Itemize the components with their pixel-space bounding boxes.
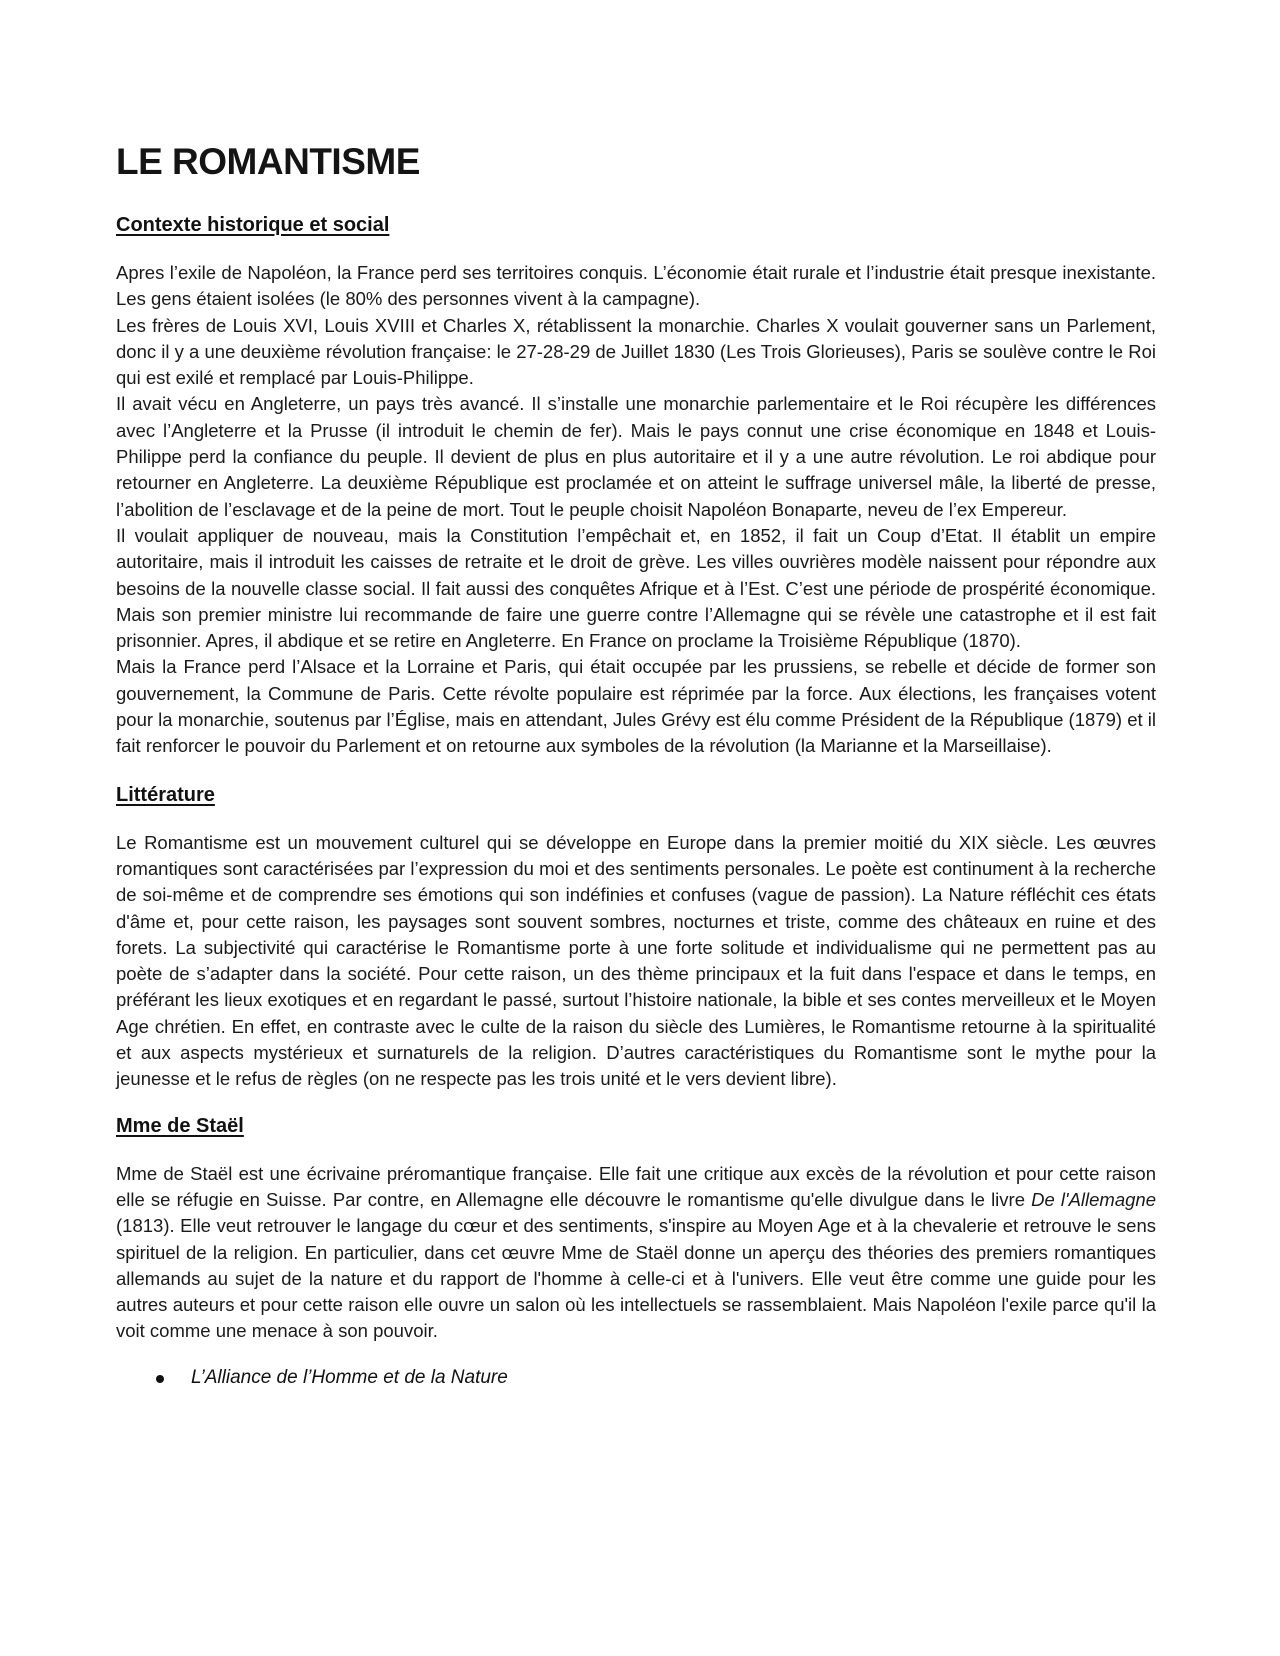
- paragraph: [116, 1161, 1156, 1345]
- document-page: [116, 138, 1156, 1391]
- paragraph-group: [116, 260, 1156, 760]
- paragraph: Mais la France perd l’Alsace et la Lorraine et Paris, qui était occupée par les prussiens, se rebelle et décide de former son gouvernement, la Commune de Paris. Cette révolte populaire est réprimée par la force. Aux élections, les françaises votent pour la monarchie, soutenus par l’Église, mais en attendant, Jules Grévy est élu comme Président de la République (1879) et il fait renforcer le pouvoir du Parlement et on retourne aux symboles de la révolution (la Marianne et la Marseillaise).: [116, 656, 1156, 757]
- book-title: De l'Allemagne: [1031, 1188, 1156, 1210]
- list-item-label: L’Alliance de l’Homme et de la Nature: [191, 1366, 508, 1388]
- paragraph-group: [116, 830, 1156, 1093]
- paragraph: Il avait vécu en Angleterre, un pays très avancé. Il s’installe une monarchie parlementaire et le Roi récupère les différences avec l’Angleterre et la Prusse (il introduit le chemin de fer). Mais le pays connut une crise économique en 1848 et Louis-Philippe perd la confiance du peuple. Il devient de plus en plus autoritaire et il y a une autre révolution. Le roi abdique pour retourner en Angleterre. La deuxième République est proclamée et on atteint le suffrage universel mâle, la liberté de presse, l’abolition de l’esclavage et de la peine de mort. Tout le peuple choisit Napoléon Bonaparte, neveu de l’ex Empereur.: [116, 393, 1156, 520]
- section-heading-stael: Mme de Staël: [116, 1114, 244, 1137]
- paragraph: Apres l’exile de Napoléon, la France perd ses territoires conquis. L’économie était rurale et l’industrie était presque inexistante. Les gens étaient isolées (le 80% des personnes vivent à la campagne).: [116, 262, 1156, 310]
- paragraph-text: (1813). Elle veut retrouver le langage du cœur et des sentiments, s'inspire au Moyen Age et à la chevalerie et retrouve le sens spirituel de la religion. En particulier, dans cet œuvre Mme de Staël donne un aperçu des théories des premiers romantiques allemands au sujet de la nature et du rapport de l'homme à celle-ci et à l'univers. Elle veut être comme une guide pour les autres auteurs et pour cette raison elle ouvre un salon où les intellectuels se rassemblaient. Mais Napoléon l'exile parce qu'il la voit comme une menace à son pouvoir.: [116, 1215, 1156, 1342]
- section-heading-litterature: Littérature: [116, 783, 215, 806]
- paragraph-group: [116, 1161, 1156, 1345]
- paragraph: Les frères de Louis XVI, Louis XVIII et Charles X, rétablissent la monarchie. Charles X voulait gouverner sans un Parlement, donc il y a une deuxième révolution française: le 27-28-29 de Juillet 1830 (Les Trois Glorieuses), Paris se soulève contre le Roi qui est exilé et remplacé par Louis-Philippe.: [116, 314, 1156, 389]
- list-item: [116, 1365, 1156, 1391]
- paragraph: Il voulait appliquer de nouveau, mais la Constitution l’empêchait et, en 1852, il fait un Coup d’Etat. Il établit un empire autoritaire, mais il introduit les caisses de retraite et le droit de grève. Les villes ouvrières modèle naissent pour répondre aux besoins de la nouvelle classe social. Il fait aussi des conquêtes Afrique et à l’Est. C’est une période de prospérité économique. Mais son premier ministre lui recommande de faire une guerre contre l’Allemagne qui se révèle une catastrophe et il est fait prisonnier. Apres, il abdique et se retire en Angleterre. En France on proclame la Troisième République (1870).: [116, 524, 1156, 652]
- section-contexte: [116, 212, 1156, 760]
- section-stael: [116, 1113, 1156, 1391]
- section-litterature: [116, 782, 1156, 1093]
- bullet-icon: [156, 1375, 164, 1383]
- bullet-list: [116, 1365, 1156, 1391]
- section-heading-contexte: Contexte historique et social: [116, 214, 390, 236]
- paragraph-text: Mme de Staël est une écrivaine préromantique française. Elle fait une critique aux excès de la révolution et pour cette raison elle se réfugie en Suisse. Par contre, en Allemagne elle découvre le romantisme qu'elle divulgue dans le livre: [116, 1162, 1156, 1210]
- page-title: LE ROMANTISME: [116, 141, 420, 182]
- paragraph: Le Romantisme est un mouvement culturel qui se développe en Europe dans la premier moitié du XIX siècle. Les œuvres romantiques sont caractérisées par l’expression du moi et des sentiments personales. Le poète est continument à la recherche de soi-même et de comprendre ses émotions qui son indéfinies et confuses (vague de passion). La Nature réfléchit ces états d'âme et, pour cette raison, les paysages sont souvent sombres, nocturnes et triste, comme des châteaux en ruine et des forets. La subjectivité qui caractérise le Romantisme porte à une forte solitude et individualisme qui ne permettent pas au poète de s’adapter dans la société. Pour cette raison, un des thème principaux et la fuit dans l'espace et dans le temps, en préférant les lieux exotiques et en regardant le passé, surtout l’histoire nationale, la bible et ses contes merveilleux et le Moyen Age chrétien. En effet, en contraste avec le culte de la raison du siècle des Lumières, le Romantisme retourne à la spiritualité et aux aspects mystérieux et surnaturels de la religion. D’autres caractéristiques du Romantisme sont le mythe pour la jeunesse et le refus de règles (on ne respecte pas les trois unité et le vers devient libre).: [116, 831, 1156, 1090]
